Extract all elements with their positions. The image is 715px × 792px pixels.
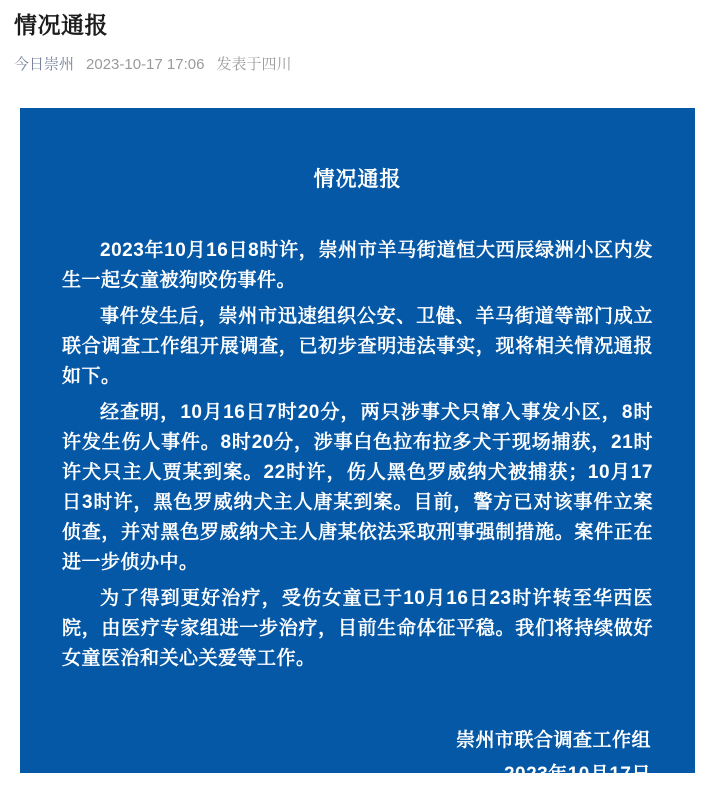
notice-signature — [62, 724, 653, 792]
signature-date: 2023年10月17日 — [503, 764, 651, 785]
notice-title: 情况通报 — [313, 168, 402, 191]
signature-author: 崇州市联合调查工作组 — [455, 730, 651, 751]
publish-timestamp: 2023-10-17 17:06 — [86, 56, 205, 73]
notice-paragraph: 2023年10月16日8时许，崇州市羊马街道恒大西辰绿洲小区内发生一起女童被狗咬伤事件。 — [62, 240, 653, 291]
notice-paragraph: 经查明，10月16日7时20分，两只涉事犬只窜入事发小区，8时许发生伤人事件。8时20分，涉事白色拉布拉多犬于现场捕获，21时许犬只主人贾某到案。22时许，伤人黑色罗威纳犬被捕获；10月17日3时许，黑色罗威纳犬主人唐某到案。目前，警方已对该事件立案侦查，并对黑色罗威纳犬主人唐某依法采取刑事强制措施。案件正在进一步侦办中。 — [62, 402, 653, 573]
article-header — [0, 0, 715, 75]
publish-location: 发表于四川 — [216, 56, 292, 73]
notice-paragraph: 事件发生后，崇州市迅速组织公安、卫健、羊马街道等部门成立联合调查工作组开展调查，已初步查明违法事实，现将相关情况通报如下。 — [62, 306, 653, 387]
notice-image[interactable] — [20, 108, 695, 785]
article-meta — [14, 55, 701, 75]
notice-paragraph: 为了得到更好治疗，受伤女童已于10月16日23时许转至华西医院，由医疗专家组进一步治疗，目前生命体征平稳。我们将持续做好女童医治和关心关爱等工作。 — [62, 588, 653, 669]
notice-body — [62, 236, 653, 674]
page-title: 情况通报 — [14, 12, 108, 38]
account-name-link[interactable]: 今日崇州 — [14, 56, 75, 73]
